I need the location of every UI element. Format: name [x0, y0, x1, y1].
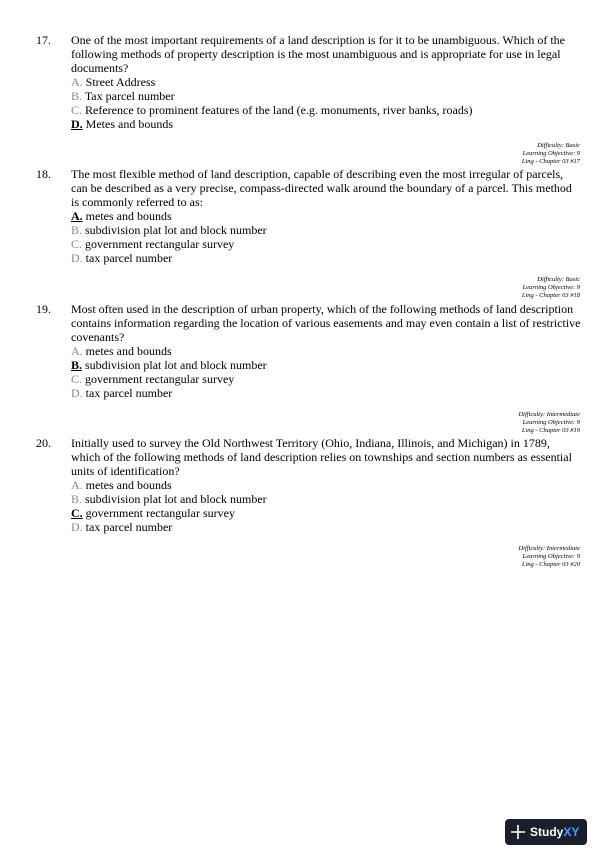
- question-meta: [36, 411, 580, 435]
- option-text: metes and bounds: [85, 478, 172, 492]
- option-text: metes and bounds: [85, 344, 172, 358]
- source-ref: Ling - Chapter 03 #17: [521, 158, 580, 165]
- question-number: 19.: [36, 302, 51, 316]
- option-c: [71, 103, 582, 117]
- option-c: [71, 237, 582, 251]
- option-text: government rectangular survey: [85, 506, 235, 520]
- question-meta: [36, 545, 580, 569]
- question-stem: One of the most important requirements of a land description is for it to be unambiguous. Which of the following methods of property description is the most unambiguous and is appropriate for use in legal documents?: [71, 33, 566, 75]
- option-b: [71, 358, 582, 372]
- option-text: tax parcel number: [85, 386, 173, 400]
- difficulty: Difficulty: Intermediate: [518, 411, 580, 418]
- option-a: [71, 209, 582, 223]
- question-meta: [36, 276, 580, 300]
- option-letter: C.: [71, 103, 83, 117]
- option-letter: D.: [71, 386, 83, 400]
- option-b: [71, 223, 582, 237]
- question-stem: The most flexible method of land description, capable of describing even the most irregular of parcels, can be described as a very precise, compass-directed walk around the boundary of a parcel. This method is commonly referred to as:: [71, 167, 572, 209]
- option-text: government rectangular survey: [85, 372, 235, 386]
- option-d: [71, 520, 582, 534]
- option-c: [71, 372, 582, 386]
- correct-answer-letter: C.: [71, 506, 83, 520]
- option-letter: D.: [71, 520, 83, 534]
- option-text: tax parcel number: [85, 251, 173, 265]
- option-letter: D.: [71, 251, 83, 265]
- option-letter: B.: [71, 492, 83, 506]
- correct-answer-letter: A.: [71, 209, 83, 223]
- option-b: [71, 492, 582, 506]
- source-ref: Ling - Chapter 03 #19: [521, 427, 580, 434]
- option-text: tax parcel number: [85, 520, 173, 534]
- option-d: [71, 251, 582, 265]
- option-c: [71, 506, 582, 520]
- option-b: [71, 89, 582, 103]
- option-letter: A.: [71, 344, 83, 358]
- option-a: [71, 75, 582, 89]
- learning-objective: Learning Objective: 9: [522, 419, 580, 426]
- option-text: metes and bounds: [85, 209, 172, 223]
- brand-name-accent: XY: [563, 825, 580, 839]
- studyxy-logo[interactable]: [505, 819, 587, 845]
- learning-objective: Learning Objective: 9: [522, 553, 580, 560]
- option-text: subdivision plat lot and block number: [85, 358, 267, 372]
- question-18: [36, 167, 582, 300]
- question-number: 20.: [36, 436, 51, 450]
- option-letter: A.: [71, 75, 83, 89]
- source-ref: Ling - Chapter 03 #18: [521, 292, 580, 299]
- difficulty: Difficulty: Basic: [537, 276, 580, 283]
- difficulty: Difficulty: Basic: [537, 142, 580, 149]
- option-text: subdivision plat lot and block number: [85, 492, 267, 506]
- learning-objective: Learning Objective: 9: [522, 150, 580, 157]
- question-20: [36, 436, 582, 569]
- question-number: 17.: [36, 33, 51, 47]
- option-text: government rectangular survey: [85, 237, 235, 251]
- option-text: Metes and bounds: [85, 117, 173, 131]
- correct-answer-letter: D.: [71, 117, 83, 131]
- option-letter: B.: [71, 89, 83, 103]
- source-ref: Ling - Chapter 03 #20: [521, 561, 580, 568]
- option-a: [71, 478, 582, 492]
- option-text: subdivision plat lot and block number: [85, 223, 267, 237]
- question-stem: Initially used to survey the Old Northwest Territory (Ohio, Indiana, Illinois, and Michigan) in 1789, which of the following methods of land description relies on townships and section numbers as essential units of identification?: [71, 436, 572, 478]
- option-text: Street Address: [85, 75, 156, 89]
- brand-name-main: Study: [530, 825, 564, 839]
- option-letter: C.: [71, 372, 83, 386]
- question-19: [36, 302, 582, 435]
- learning-objective: Learning Objective: 9: [522, 284, 580, 291]
- option-d: [71, 386, 582, 400]
- difficulty: Difficulty: Intermediate: [518, 545, 580, 552]
- option-letter: A.: [71, 478, 83, 492]
- brand-name: [530, 819, 579, 845]
- question-stem: Most often used in the description of urban property, which of the following methods of land description contains information regarding the location of various easements and may even contain a list of restrictive covenants?: [71, 302, 581, 344]
- question-number: 18.: [36, 167, 51, 181]
- option-d: [71, 117, 582, 131]
- option-text: Tax parcel number: [84, 89, 175, 103]
- option-text: Reference to prominent features of the land (e.g. monuments, river banks, roads): [85, 103, 473, 117]
- question-meta: [36, 142, 580, 166]
- correct-answer-letter: B.: [71, 358, 83, 372]
- option-letter: B.: [71, 223, 83, 237]
- option-letter: C.: [71, 237, 83, 251]
- question-17: [36, 33, 582, 166]
- plus-icon: [511, 825, 525, 839]
- option-a: [71, 344, 582, 358]
